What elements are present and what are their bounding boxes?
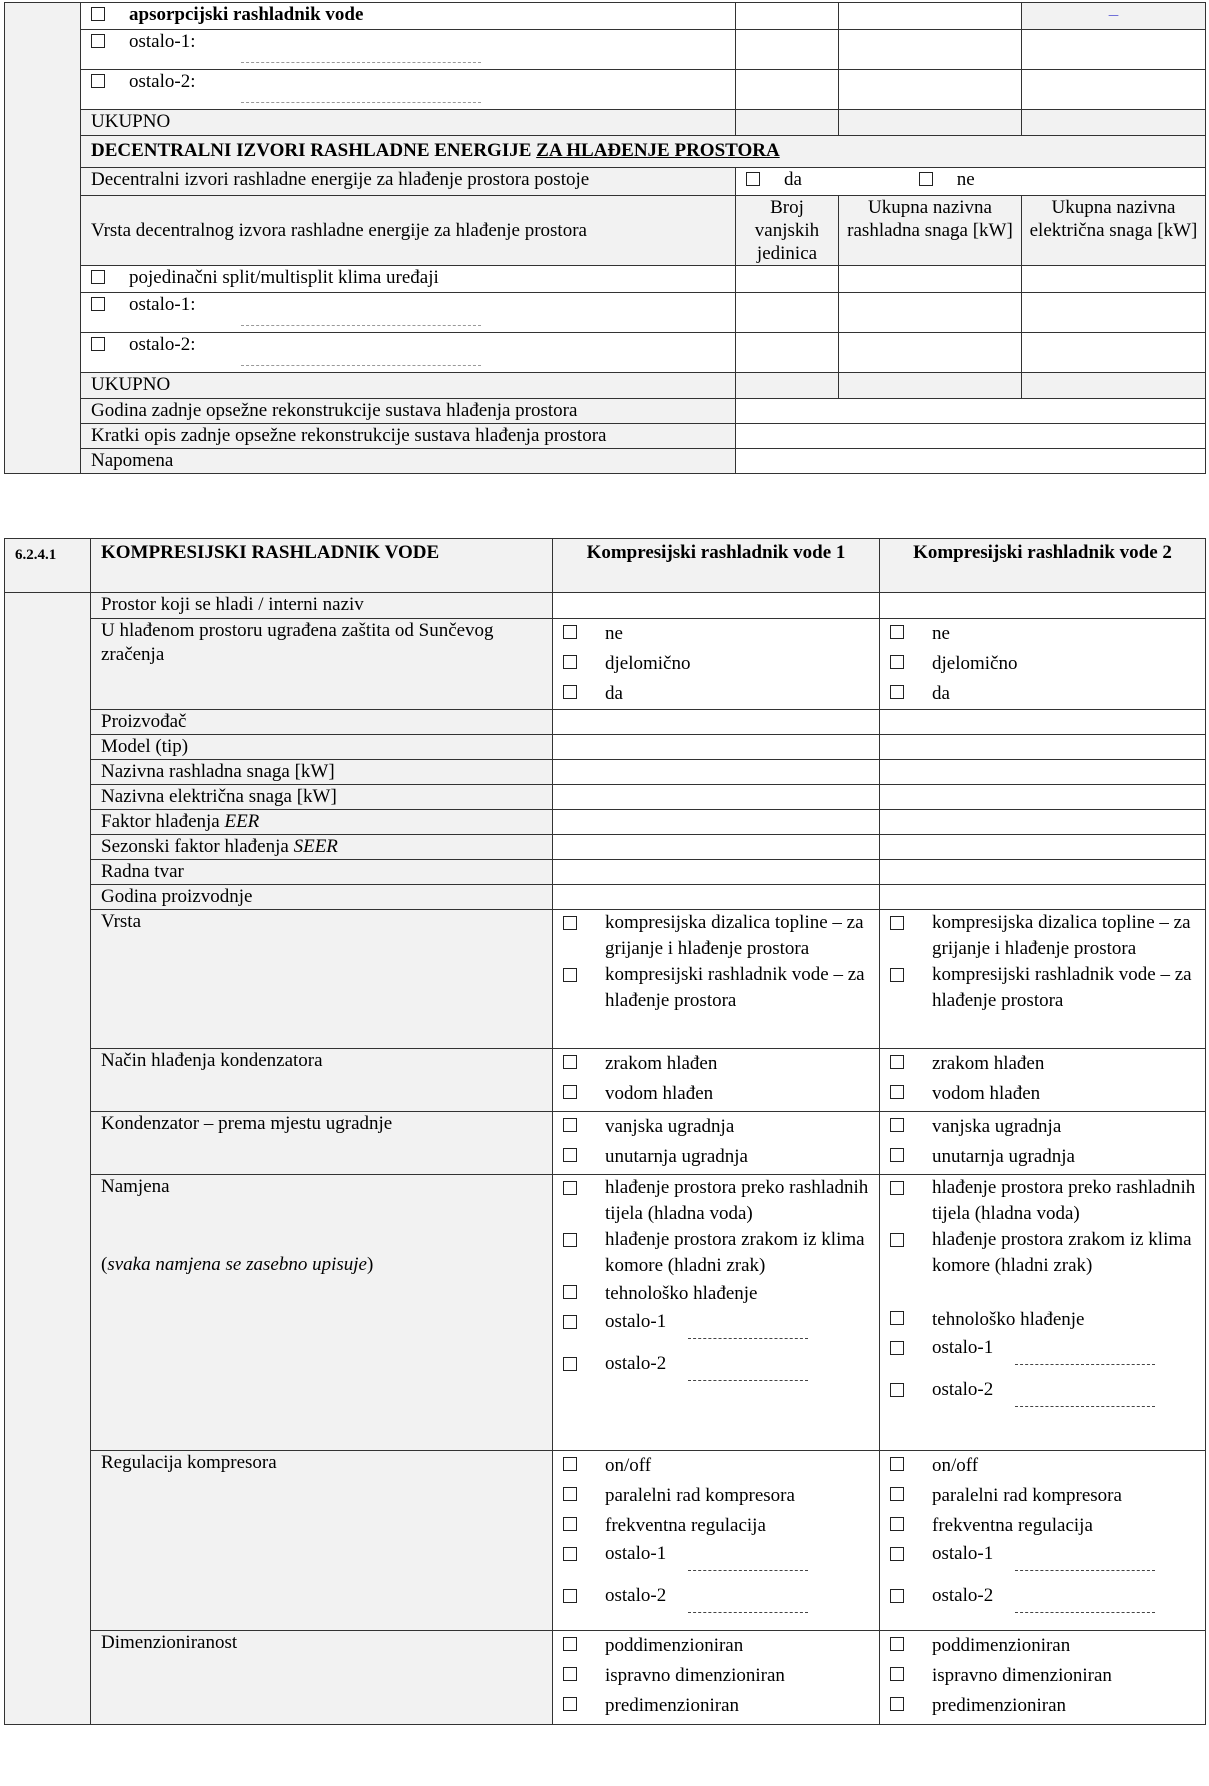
option-label: da	[605, 683, 623, 704]
checkbox[interactable]	[563, 1487, 577, 1501]
sizing-label: Dimenzioniranost	[91, 1631, 553, 1725]
note-input[interactable]	[736, 449, 1206, 474]
seer-input-2[interactable]	[880, 835, 1206, 860]
decentral-total-label: UKUPNO	[81, 373, 736, 399]
eer-input-2[interactable]	[880, 810, 1206, 835]
option-label: ne	[605, 623, 623, 644]
header-units: Broj vanjskih jedinica	[736, 196, 839, 266]
option-label: ostalo-2	[932, 1585, 994, 1606]
total-units	[736, 110, 839, 136]
option-label: da	[932, 683, 950, 704]
checkbox[interactable]	[563, 1357, 577, 1371]
blank-input[interactable]	[241, 62, 481, 63]
checkbox[interactable]	[890, 685, 904, 699]
option-label: vodom hlađen	[932, 1083, 1041, 1104]
type-label: Vrsta	[91, 910, 553, 1049]
blank-input[interactable]	[688, 1612, 808, 1613]
checkbox[interactable]	[890, 1487, 904, 1501]
checkbox[interactable]	[890, 1547, 904, 1561]
type-header-label: Vrsta decentralnog izvora rashladne energije za hlađenje prostora	[81, 196, 736, 266]
checkbox[interactable]	[563, 968, 577, 982]
option-label: ispravno dimenzioniran	[605, 1665, 785, 1686]
option-label: ispravno dimenzioniran	[932, 1665, 1112, 1686]
electric-power-input-1[interactable]	[553, 785, 880, 810]
checkbox[interactable]	[563, 1547, 577, 1561]
refrigerant-label: Radna tvar	[91, 860, 553, 885]
option-label: ostalo-1	[932, 1543, 994, 1564]
option-label: vodom hlađen	[605, 1083, 714, 1104]
condenser-location-options-1	[553, 1112, 880, 1175]
blank-input[interactable]	[1015, 1612, 1155, 1613]
blank-input[interactable]	[1015, 1364, 1155, 1365]
units-input[interactable]	[736, 266, 839, 293]
option-label: zrakom hlađen	[932, 1053, 1045, 1074]
checkbox[interactable]	[890, 1233, 904, 1247]
option-label: unutarnja ugradnja	[932, 1146, 1075, 1167]
model-label: Model (tip)	[91, 735, 553, 760]
blank-input[interactable]	[688, 1570, 808, 1571]
units-input[interactable]	[736, 70, 839, 110]
checkbox[interactable]	[563, 916, 577, 930]
heading-underlined-text: ZA HLAĐENJE PROSTORA	[536, 140, 780, 161]
option-label: vanjska ugradnja	[932, 1116, 1062, 1137]
option-label: ostalo-1	[605, 1543, 667, 1564]
electric-power-input[interactable]	[1022, 70, 1206, 110]
type-options-2	[880, 910, 1206, 1049]
checkbox[interactable]	[890, 1697, 904, 1711]
electric-power-input[interactable]	[1022, 293, 1206, 333]
checkbox[interactable]	[563, 1085, 577, 1099]
row-label: ostalo-1:	[129, 294, 196, 315]
units-input[interactable]	[736, 293, 839, 333]
type-options-1	[553, 910, 880, 1049]
checkbox[interactable]	[563, 1589, 577, 1603]
option-label: ostalo-2	[605, 1585, 667, 1606]
blank-input[interactable]	[241, 102, 481, 103]
option-label: djelomično	[932, 653, 1018, 674]
manufacturer-label: Proizvođač	[91, 710, 553, 735]
checkbox-yes[interactable]	[746, 172, 760, 186]
option-label: ne	[932, 623, 950, 644]
compressor-regulation-label: Regulacija kompresora	[91, 1451, 553, 1631]
checkbox[interactable]	[890, 1085, 904, 1099]
header-electric-power: Ukupna nazivna električna snaga [kW]	[1022, 196, 1206, 266]
checkbox[interactable]	[890, 1311, 904, 1325]
blank-input[interactable]	[688, 1338, 808, 1339]
checkbox[interactable]	[91, 34, 105, 48]
option-label: hlađenje prostora preko rashladnih tijela (hladna voda)	[932, 1177, 1196, 1224]
compression-chiller-table	[4, 538, 1206, 1725]
cooling-power-input-1[interactable]	[553, 760, 880, 785]
condenser-cooling-options-1	[553, 1049, 880, 1112]
checkbox[interactable]	[890, 1055, 904, 1069]
blank-input[interactable]	[241, 365, 481, 366]
note-label: Napomena	[81, 449, 736, 474]
option-label: kompresijski rashladnik vode – za hlađenje prostora	[605, 964, 865, 1011]
checkbox[interactable]	[890, 655, 904, 669]
source-row-absorption	[81, 3, 736, 30]
label-italic: SEER	[293, 836, 338, 857]
checkbox[interactable]	[890, 1457, 904, 1471]
exists-label: Decentralni izvori rashladne energije za hlađenje prostora postoje	[81, 168, 736, 196]
space-input-1[interactable]	[553, 593, 880, 619]
electric-power-input[interactable]	[1022, 266, 1206, 293]
checkbox[interactable]	[563, 1233, 577, 1247]
refrigerant-input-2[interactable]	[880, 860, 1206, 885]
option-label: predimenzioniran	[605, 1695, 740, 1716]
source-row-ostalo-1	[81, 30, 736, 70]
seer-input-1[interactable]	[553, 835, 880, 860]
total-electric	[1022, 110, 1206, 136]
production-year-label: Godina proizvodnje	[91, 885, 553, 910]
production-year-input-2[interactable]	[880, 885, 1206, 910]
header-cooling-power: Ukupna nazivna rashladna snaga [kW]	[839, 196, 1022, 266]
compressor-regulation-options-2	[880, 1451, 1206, 1631]
row-label: ostalo-2:	[129, 71, 196, 92]
row-label: ostalo-2:	[129, 334, 196, 355]
reconstruction-year-label: Godina zadnje opsežne rekonstrukcije sustava hlađenja prostora	[81, 399, 736, 424]
option-label: tehnološko hlađenje	[605, 1283, 758, 1304]
purpose-options-2	[880, 1175, 1206, 1451]
source-row-ostalo-2	[81, 70, 736, 110]
purpose-label: Namjena	[101, 1176, 170, 1197]
blank-input[interactable]	[1015, 1570, 1155, 1571]
seer-label	[91, 835, 553, 860]
cooling-power-input[interactable]	[839, 293, 1022, 333]
condenser-cooling-options-2	[880, 1049, 1206, 1112]
checkbox[interactable]	[91, 270, 105, 284]
checkbox[interactable]	[563, 1148, 577, 1162]
checkbox[interactable]	[890, 1118, 904, 1132]
condenser-location-options-2	[880, 1112, 1206, 1175]
col1-header: Kompresijski rashladnik vode 1	[553, 539, 880, 593]
option-label: predimenzioniran	[932, 1695, 1067, 1716]
checkbox[interactable]	[563, 1055, 577, 1069]
reconstruction-year-input[interactable]	[736, 399, 1206, 424]
refrigerant-input-1[interactable]	[553, 860, 880, 885]
option-label: poddimenzioniran	[932, 1635, 1071, 1656]
row-label: ostalo-1:	[129, 31, 196, 52]
space-label: Prostor koji se hladi / interni naziv	[91, 593, 553, 619]
sun-protection-options-1	[553, 619, 880, 710]
compressor-regulation-options-1	[553, 1451, 880, 1631]
row-label: apsorpcijski rashladnik vode	[129, 4, 364, 25]
option-label: kompresijski rashladnik vode – za hlađenje prostora	[932, 964, 1192, 1011]
option-label: frekventna regulacija	[932, 1515, 1093, 1536]
checkbox[interactable]	[890, 1637, 904, 1651]
checkbox[interactable]	[91, 297, 105, 311]
checkbox[interactable]	[890, 1589, 904, 1603]
option-label: unutarnja ugradnja	[605, 1146, 748, 1167]
checkbox[interactable]	[563, 685, 577, 699]
checkbox[interactable]	[890, 1181, 904, 1195]
production-year-input-1[interactable]	[553, 885, 880, 910]
reconstruction-desc-input[interactable]	[736, 424, 1206, 449]
electric-power-input-2[interactable]	[880, 785, 1206, 810]
checkbox[interactable]	[563, 1697, 577, 1711]
model-input-2[interactable]	[880, 735, 1206, 760]
cooling-power-input[interactable]	[839, 30, 1022, 70]
total-units	[736, 373, 839, 399]
total-cooling	[839, 110, 1022, 136]
condenser-location-label: Kondenzator – prema mjestu ugradnje	[91, 1112, 553, 1175]
checkbox[interactable]	[91, 7, 105, 21]
option-label: paralelni rad kompresora	[605, 1485, 795, 1506]
checkbox[interactable]	[890, 1517, 904, 1531]
option-label: tehnološko hlađenje	[932, 1309, 1085, 1330]
option-label: ne	[956, 169, 975, 190]
total-cooling	[839, 373, 1022, 399]
sun-protection-label: U hlađenom prostoru ugrađena zaštita od Sunčevog zračenja	[91, 619, 553, 710]
checkbox[interactable]	[563, 1315, 577, 1329]
units-input[interactable]	[736, 3, 839, 30]
option-label: kompresijska dizalica topline – za grijanje i hlađenje prostora	[605, 912, 864, 959]
electric-power-input[interactable]	[1022, 333, 1206, 373]
option-label: kompresijska dizalica topline – za grijanje i hlađenje prostora	[932, 912, 1191, 959]
col2-header: Kompresijski rashladnik vode 2	[880, 539, 1206, 593]
option-label: hlađenje prostora zrakom iz klima komore (hladni zrak)	[605, 1229, 865, 1276]
blank-input[interactable]	[241, 325, 481, 326]
checkbox[interactable]	[91, 337, 105, 351]
option-label: ostalo-1	[605, 1311, 667, 1332]
checkbox[interactable]	[890, 916, 904, 930]
cooling-power-label: Nazivna rashladna snaga [kW]	[91, 760, 553, 785]
checkbox[interactable]	[563, 1517, 577, 1531]
units-input[interactable]	[736, 30, 839, 70]
checkbox[interactable]	[563, 1118, 577, 1132]
checkbox[interactable]	[890, 1148, 904, 1162]
label-text: Sezonski faktor hlađenja	[101, 836, 294, 857]
units-input[interactable]	[736, 333, 839, 373]
label-text: Faktor hlađenja	[101, 811, 225, 832]
total-electric	[1022, 373, 1206, 399]
option-label: ostalo-2	[605, 1353, 667, 1374]
dash-value: –	[1108, 4, 1119, 25]
purpose-options-1	[553, 1175, 880, 1451]
manufacturer-input-2[interactable]	[880, 710, 1206, 735]
checkbox[interactable]	[563, 1285, 577, 1299]
checkbox[interactable]	[563, 625, 577, 639]
decentral-row-split	[81, 266, 736, 293]
exists-options	[736, 168, 1206, 196]
electric-power-input[interactable]	[1022, 30, 1206, 70]
cooling-power-input[interactable]	[839, 333, 1022, 373]
checkbox[interactable]	[563, 1667, 577, 1681]
option-label: hlađenje prostora preko rashladnih tijela (hladna voda)	[605, 1177, 869, 1224]
cooling-power-input[interactable]	[839, 70, 1022, 110]
checkbox[interactable]	[890, 1667, 904, 1681]
option-label: djelomično	[605, 653, 691, 674]
cooling-power-input-2[interactable]	[880, 760, 1206, 785]
section-title: KOMPRESIJSKI RASHLADNIK VODE	[91, 539, 553, 593]
option-label: paralelni rad kompresora	[932, 1485, 1122, 1506]
decentral-row-ostalo-1	[81, 293, 736, 333]
cooling-power-input[interactable]	[839, 3, 1022, 30]
purpose-label-cell	[91, 1175, 553, 1451]
section-heading	[81, 136, 1206, 168]
checkbox[interactable]	[563, 1181, 577, 1195]
checkbox[interactable]	[890, 1341, 904, 1355]
reconstruction-desc-label: Kratki opis zadnje opsežne rekonstrukcije sustava hlađenja prostora	[81, 424, 736, 449]
total-label: UKUPNO	[81, 110, 736, 136]
option-label: hlađenje prostora zrakom iz klima komore (hladni zrak)	[932, 1229, 1192, 1276]
checkbox[interactable]	[890, 625, 904, 639]
option-label: ostalo-1	[932, 1337, 994, 1358]
blank-input[interactable]	[688, 1380, 808, 1381]
space-input-2[interactable]	[880, 593, 1206, 619]
label-italic: EER	[224, 811, 260, 832]
option-label: vanjska ugradnja	[605, 1116, 735, 1137]
row-label: pojedinačni split/multisplit klima uređaji	[129, 267, 439, 288]
checkbox-no[interactable]	[919, 172, 933, 186]
option-label: frekventna regulacija	[605, 1515, 766, 1536]
cooling-power-input[interactable]	[839, 266, 1022, 293]
model-input-1[interactable]	[553, 735, 880, 760]
decentral-row-ostalo-2	[81, 333, 736, 373]
option-label: ostalo-2	[932, 1379, 994, 1400]
checkbox[interactable]	[91, 74, 105, 88]
blank-input[interactable]	[1015, 1406, 1155, 1407]
heading-text: DECENTRALNI IZVORI RASHLADNE ENERGIJE	[91, 140, 537, 161]
purpose-note-text: svaka namjena se zasebno upisuje	[107, 1254, 367, 1275]
checkbox[interactable]	[890, 968, 904, 982]
checkbox[interactable]	[563, 1457, 577, 1471]
eer-label	[91, 810, 553, 835]
electric-power-label: Nazivna električna snaga [kW]	[91, 785, 553, 810]
sun-protection-options-2	[880, 619, 1206, 710]
option-label: zrakom hlađen	[605, 1053, 718, 1074]
option-label: on/off	[932, 1455, 979, 1476]
manufacturer-input-1[interactable]	[553, 710, 880, 735]
electric-power-cell	[1022, 3, 1206, 30]
eer-input-1[interactable]	[553, 810, 880, 835]
option-label: poddimenzioniran	[605, 1635, 744, 1656]
sizing-options-2	[880, 1631, 1206, 1725]
purpose-note: (svaka namjena se zasebno upisuje)	[101, 1254, 374, 1275]
left-margin-column	[5, 593, 91, 1725]
left-margin-column	[5, 3, 81, 474]
checkbox[interactable]	[563, 655, 577, 669]
decentral-cooling-table	[4, 2, 1206, 474]
section-number: 6.2.4.1	[5, 539, 91, 593]
sizing-options-1	[553, 1631, 880, 1725]
option-label: on/off	[605, 1455, 652, 1476]
checkbox[interactable]	[563, 1637, 577, 1651]
option-label: da	[784, 169, 802, 190]
checkbox[interactable]	[890, 1383, 904, 1397]
condenser-cooling-label: Način hlađenja kondenzatora	[91, 1049, 553, 1112]
